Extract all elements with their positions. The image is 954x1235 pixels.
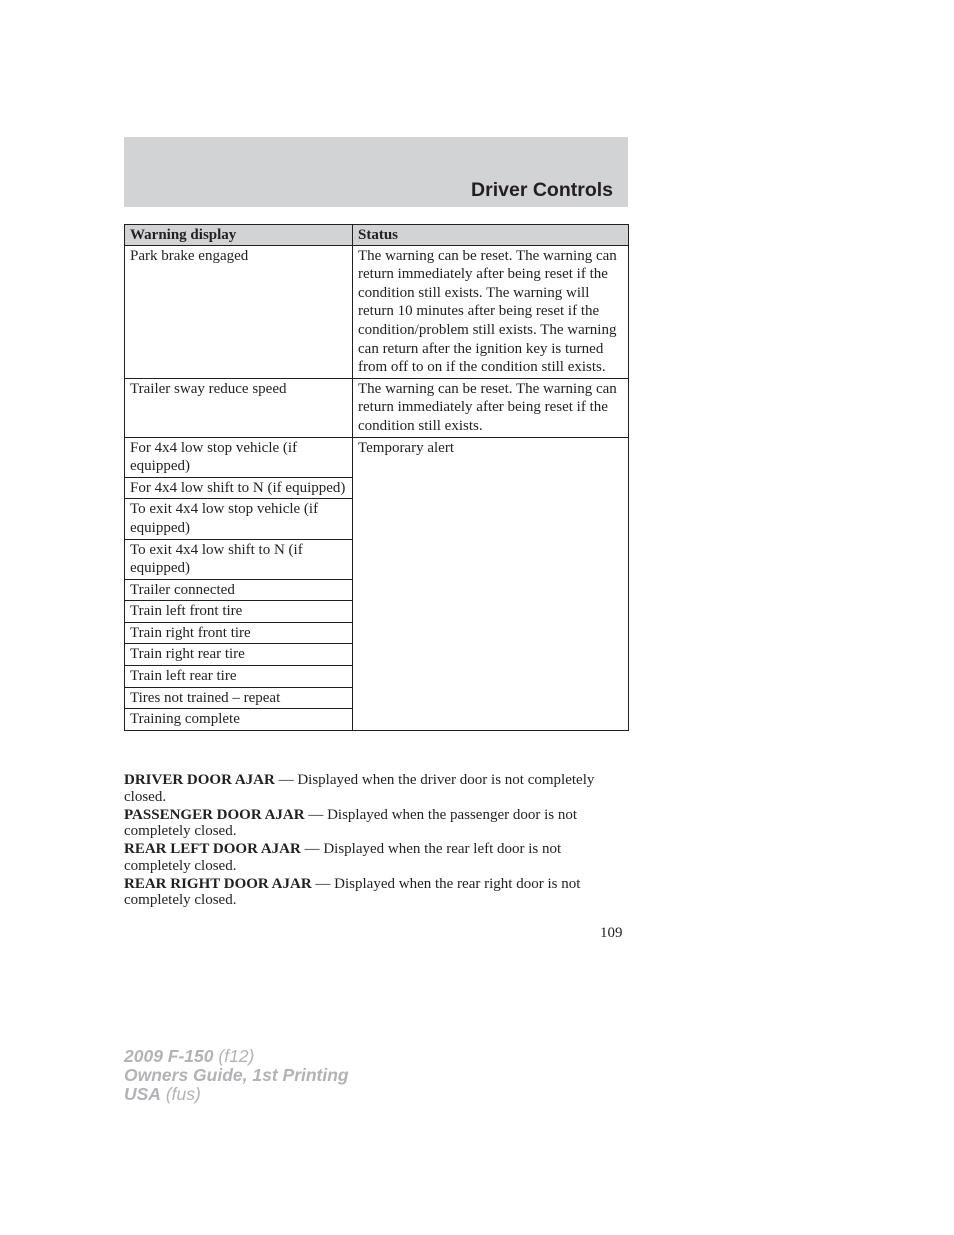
definition-term: REAR RIGHT DOOR AJAR [124,875,312,892]
definition-paragraph [124,876,628,909]
footer-model-code: (f12) [213,1046,255,1066]
table-header-row [125,225,629,246]
warning-cell: Trailer sway reduce speed [125,378,353,437]
footer-model: 2009 F-150 [124,1046,214,1066]
warning-cell: To exit 4x4 low shift to N (if equipped) [125,539,353,579]
definition-term: REAR LEFT DOOR AJAR [124,841,301,858]
warning-cell: Train left rear tire [125,666,353,688]
warning-cell: For 4x4 low stop vehicle (if equipped) [125,437,353,477]
table-row [125,378,629,437]
warning-cell: Train left front tire [125,601,353,623]
warning-cell: Train right front tire [125,622,353,644]
warning-cell: Train right rear tire [125,644,353,666]
status-cell: Temporary alert [353,437,629,730]
footer-guide-line [124,1066,349,1085]
warning-cell: Training complete [125,709,353,731]
warning-cell: To exit 4x4 low stop vehicle (if equipped) [125,499,353,539]
warning-cell: Trailer connected [125,579,353,601]
definition-paragraph [124,807,628,840]
door-ajar-definitions [124,772,628,910]
status-cell: The warning can be reset. The warning can return immediately after being reset if the condition still exists. The warning will return 10 minutes after being reset if the condition/problem still exists. The warning can return after the ignition key is turned from off to on if the condition still exists. [353,245,629,378]
header-band [124,137,628,207]
warning-status-table [124,224,629,731]
print-footer [124,1047,349,1104]
table-row [125,437,629,477]
definition-text: — Displayed when the rear right door is not completely closed. [124,875,581,909]
warning-cell: Tires not trained – repeat [125,687,353,709]
definition-text: — Displayed when the rear left door is not completely closed. [124,841,562,874]
column-header-warning-display: Warning display [125,225,353,246]
warning-cell: Park brake engaged [125,245,353,378]
footer-model-line [124,1047,349,1066]
page-number: 109 [600,925,623,941]
footer-region: USA [124,1084,161,1104]
footer-guide: Owners Guide, 1st Printing [124,1065,349,1085]
definition-term: PASSENGER DOOR AJAR [124,806,305,823]
status-cell: The warning can be reset. The warning can return immediately after being reset if the condition still exists. [353,378,629,437]
definition-text: — Displayed when the driver door is not completely closed. [124,772,595,805]
table-row [125,245,629,378]
section-title: Driver Controls [471,179,613,201]
definition-paragraph [124,841,628,874]
definition-text: — Displayed when the passenger door is not completely closed. [124,806,578,840]
definition-paragraph [124,772,628,805]
footer-region-line [124,1085,349,1104]
definition-term: DRIVER DOOR AJAR [124,772,275,788]
warning-cell: For 4x4 low shift to N (if equipped) [125,477,353,499]
footer-region-code: (fus) [160,1084,201,1104]
column-header-status: Status [353,225,629,246]
